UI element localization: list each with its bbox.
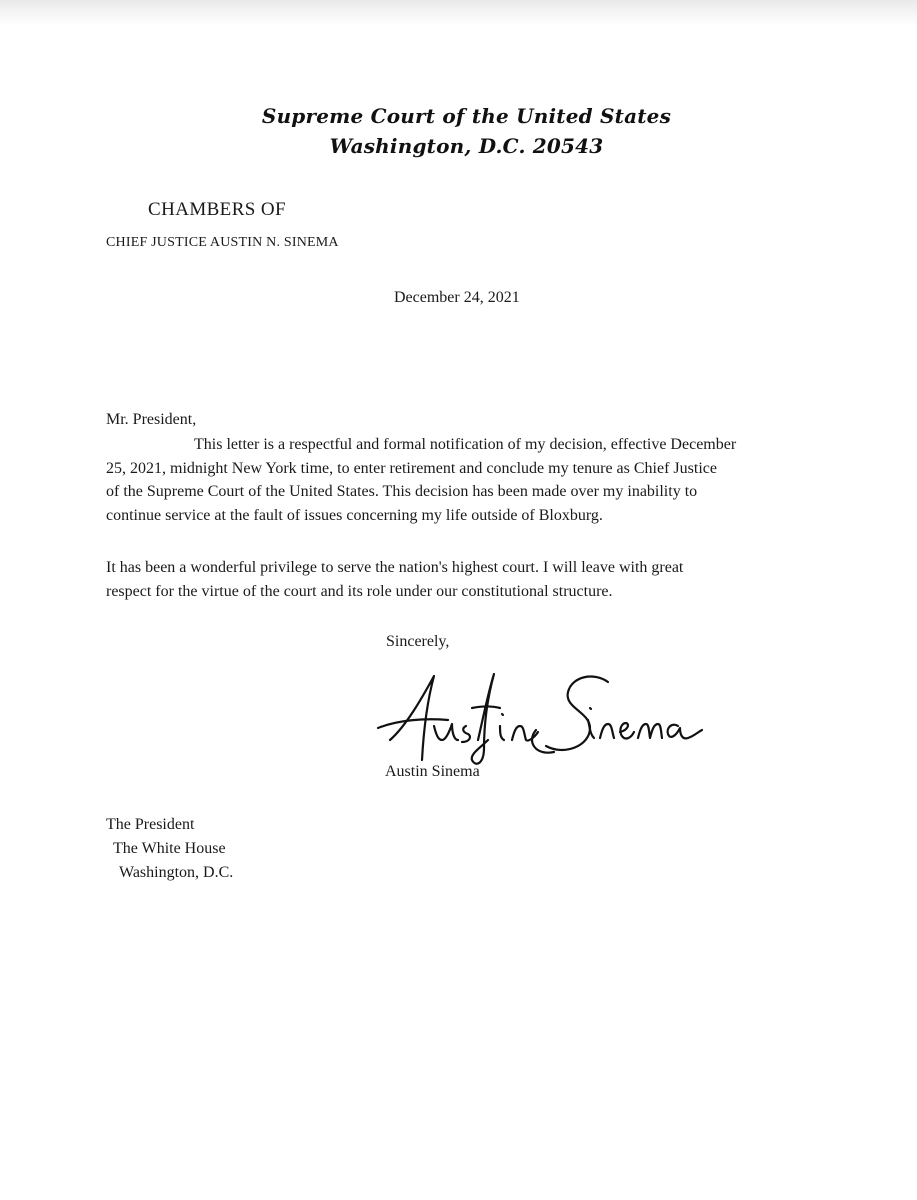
handwritten-signature [376,668,716,773]
recipient-line-3: Washington, D.C. [119,864,234,881]
letterhead-address: Washington, D.C. 20543 [329,134,604,158]
top-edge-shadow [0,0,917,26]
paragraph-line: This letter is a respectful and formal notification of my decision, effective December [194,436,737,453]
paragraph-line: of the Supreme Court of the United States. This decision has been made over my inability to [106,483,698,500]
salutation: Mr. President, [106,411,197,428]
body-paragraph-1 [106,433,786,527]
recipient-line-1: The President [106,816,195,833]
chief-justice-title: CHIEF JUSTICE AUSTIN N. SINEMA [106,235,339,250]
paragraph-line: continue service at the fault of issues concerning my life outside of Bloxburg. [106,506,603,524]
letterhead-court-name: Supreme Court of the United States [261,104,672,128]
signer-name: Austin Sinema [385,763,480,780]
paragraph-line: 25, 2021, midnight New York time, to enter retirement and conclude my tenure as Chief Justice [106,459,717,477]
body-paragraph-2 [106,556,786,603]
paragraph-line: It has been a wonderful privilege to serve the nation's highest court. I will leave with great [106,559,684,576]
recipient-line-2: The White House [113,840,226,857]
closing: Sincerely, [386,633,450,650]
letter-date: December 24, 2021 [394,289,520,306]
paragraph-line: respect for the virtue of the court and its role under our constitutional structure. [106,582,613,600]
chambers-label: CHAMBERS OF [148,199,286,220]
